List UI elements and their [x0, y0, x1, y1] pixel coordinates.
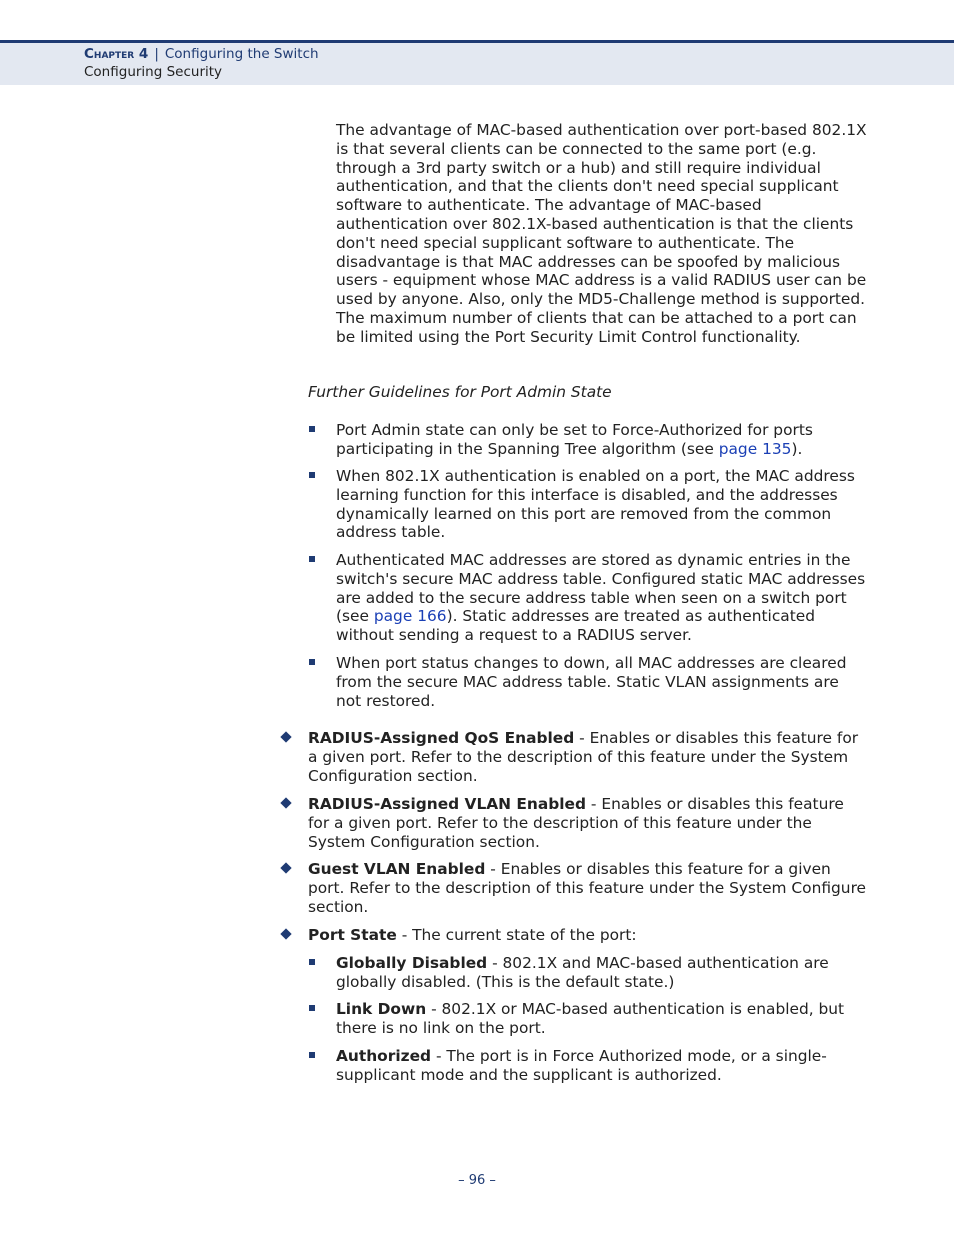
- guideline-text: Authenticated MAC addresses are stored as dynamic entries in the switch's secure MAC address table. Configured static MAC addresses are added to the secure address table when seen on a switch port (see: [336, 551, 866, 626]
- page-link[interactable]: page 135: [718, 439, 792, 458]
- field-description: - The current state of the port:: [396, 926, 637, 944]
- square-bullet-icon: [309, 659, 315, 665]
- page-number: – 96 –: [458, 1173, 496, 1188]
- running-header: [84, 45, 319, 63]
- port-state-item: [336, 1047, 868, 1085]
- field-term: Guest VLAN Enabled: [308, 860, 486, 878]
- state-term: Globally Disabled: [336, 954, 488, 972]
- guidelines-heading: Further Guidelines for Port Admin State: [308, 383, 612, 401]
- square-bullet-icon: [309, 1005, 315, 1011]
- square-bullet-icon: [309, 426, 315, 432]
- diamond-bullet-icon: [280, 862, 291, 873]
- field-item: [308, 926, 868, 945]
- field-description: - Enables or disables this feature for a given port. Refer to the description of this feature under the System Configure section.: [308, 860, 867, 916]
- guideline-item: [336, 421, 868, 459]
- guideline-text: ).: [791, 439, 803, 458]
- field-item: [308, 860, 868, 916]
- field-term: Port State: [308, 926, 397, 944]
- port-state-item: [336, 954, 868, 992]
- state-description: - 802.1X and MAC-based authentication are globally disabled. (This is the default state.): [336, 954, 829, 991]
- state-description: - 802.1X or MAC-based authentication is enabled, but there is no link on the port.: [336, 1000, 845, 1037]
- section-title: Configuring Security: [84, 64, 223, 80]
- square-bullet-icon: [309, 556, 315, 562]
- diamond-bullet-icon: [280, 928, 291, 939]
- field-term: RADIUS-Assigned VLAN Enabled: [308, 795, 587, 813]
- page-link[interactable]: page 166: [373, 607, 447, 626]
- guideline-text: Port Admin state can only be set to Force-Authorized for ports participating in the Spanning Tree algorithm (see: [336, 421, 813, 458]
- guideline-item: [336, 654, 868, 710]
- field-item: [308, 795, 868, 851]
- state-term: Link Down: [336, 1000, 427, 1018]
- guideline-item: [336, 551, 868, 645]
- state-description: - The port is in Force Authorized mode, or a single-supplicant mode and the supplicant is authorized.: [336, 1047, 827, 1084]
- diamond-bullet-icon: [280, 731, 291, 742]
- guideline-text: ). Static addresses are treated as authenticated without sending a request to a RADIUS server.: [336, 607, 815, 645]
- square-bullet-icon: [309, 1052, 315, 1058]
- intro-paragraph: The advantage of MAC-based authentication over port-based 802.1X is that several clients can be connected to the same port (e.g. through a 3rd party switch or a hub) and still require individual authentication, and that the clients don't need special supplicant software to authenticate. The advantage of MAC-based authentication over 802.1X-based authentication is that the clients don't need special supplicant software to authenticate. The disadvantage is that MAC addresses can be spoofed by malicious users - equipment whose MAC address is a valid RADIUS user can be used by anyone. Also, only the MD5-Challenge method is supported. The maximum number of clients that can be attached to a port can be limited using the Port Security Limit Control functionality.: [336, 121, 867, 346]
- field-description: - Enables or disables this feature for a given port. Refer to the description of this feature under the System Configuration section.: [308, 795, 844, 851]
- port-state-item: [336, 1000, 868, 1038]
- chapter-label: Chapter 4: [84, 46, 149, 62]
- square-bullet-icon: [309, 959, 315, 965]
- diamond-bullet-icon: [280, 797, 291, 808]
- field-description: - Enables or disables this feature for a given port. Refer to the description of this feature under the System Configuration section.: [308, 729, 859, 785]
- state-term: Authorized: [336, 1047, 432, 1065]
- field-term: RADIUS-Assigned QoS Enabled: [308, 729, 575, 747]
- guideline-text: When port status changes to down, all MAC addresses are cleared from the secure MAC address table. Static VLAN assignments are not restored.: [336, 654, 847, 710]
- guideline-item: [336, 467, 868, 542]
- guideline-text: When 802.1X authentication is enabled on a port, the MAC address learning function for this interface is disabled, and the addresses dynamically learned on this port are removed from the common address table.: [336, 467, 855, 542]
- header-separator: |: [154, 46, 159, 62]
- chapter-title: Configuring the Switch: [164, 46, 319, 62]
- square-bullet-icon: [309, 472, 315, 478]
- field-item: [308, 729, 868, 785]
